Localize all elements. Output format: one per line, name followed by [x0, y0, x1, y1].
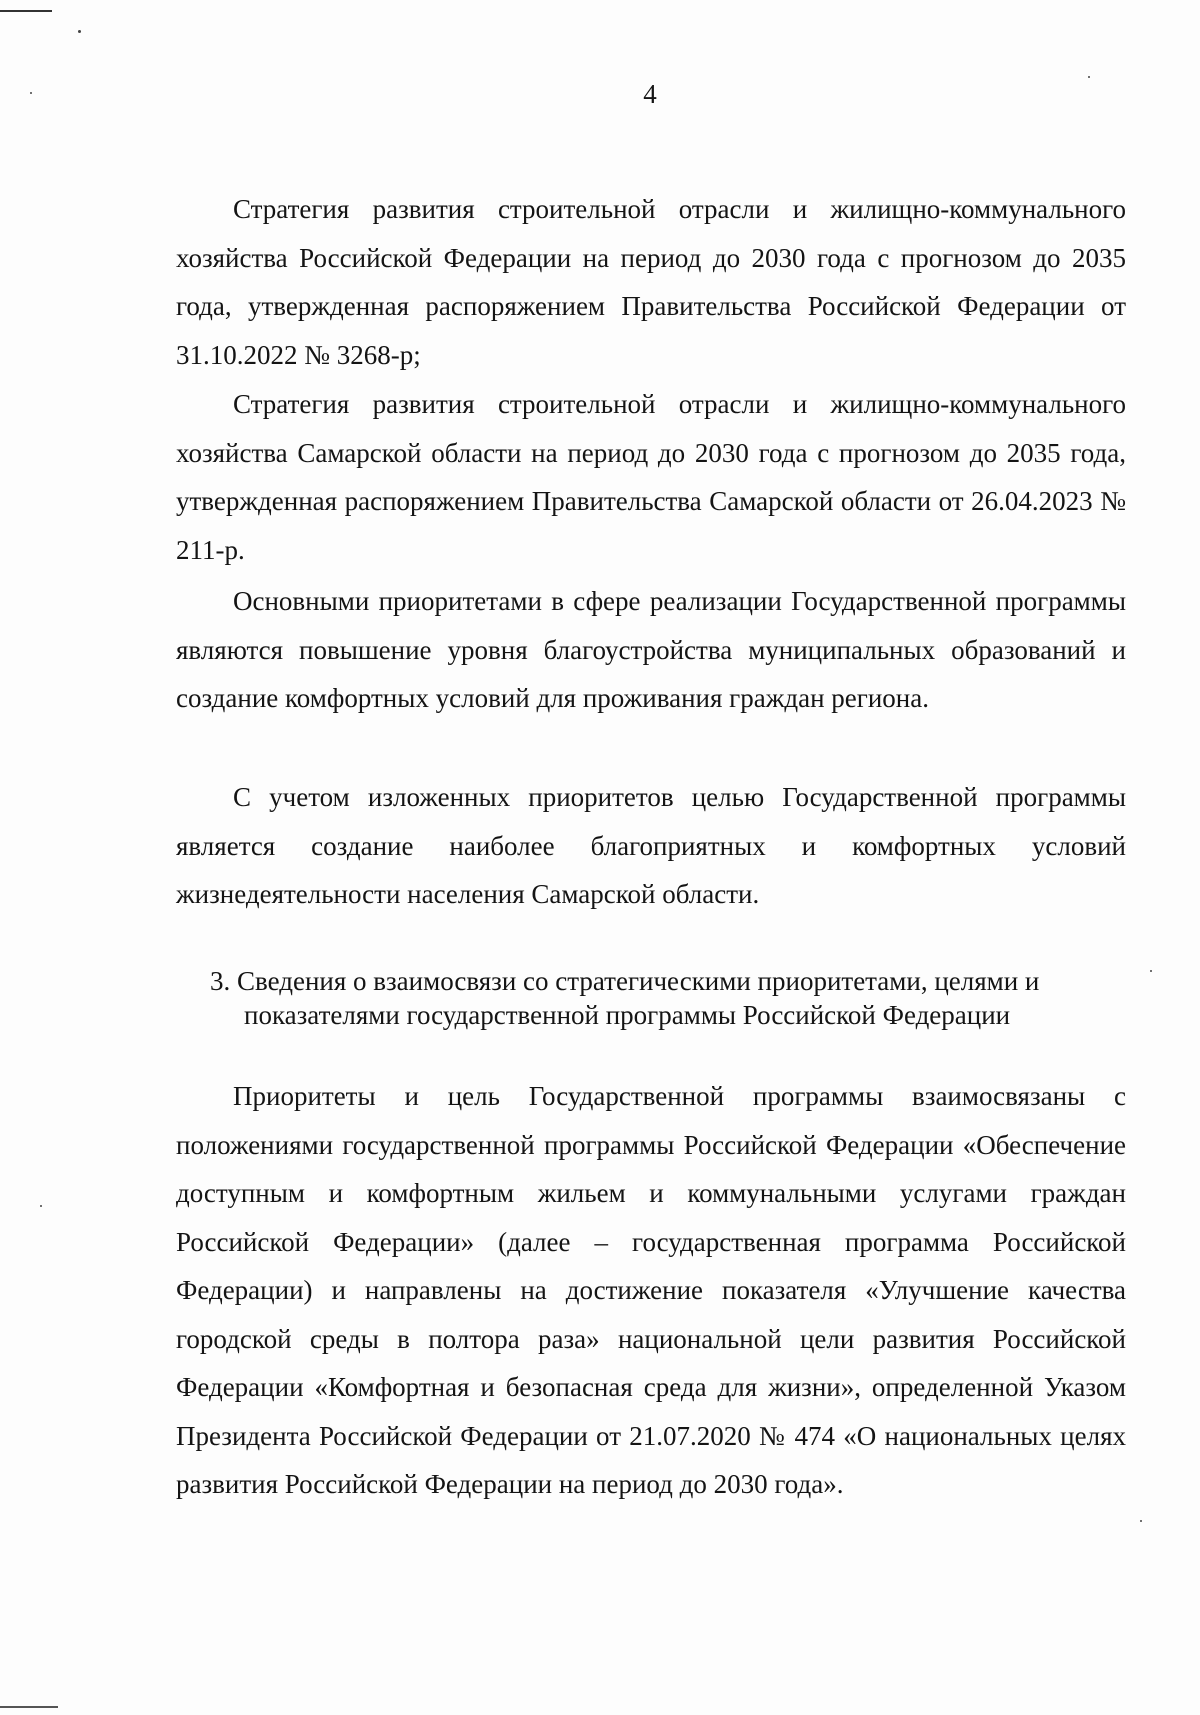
paragraph-text: С учетом изложенных приоритетов целью Государственной программы является создание наиболее благоприятных и комфортных условий жизнедеятельности населения Самарской области. — [176, 782, 1126, 909]
scan-speck — [78, 30, 81, 33]
paragraph-text: Приоритеты и цель Государственной программы взаимосвязаны с положениями государственной программы Российской Федерации «Обеспечение доступным и комфортным жильем и коммунальными услугами граждан Российской Федерации» (далее – государственная программа Российской Федерации) и направлены на достижение показателя «Улучшение качества городской среды в полтора раза» национальной цели развития Российской Федерации «Комфортная и безопасная среда для жизни», определенной Указом Президента Российской Федерации от 21.07.2020 № 474 «О национальных целях развития Российской Федерации на период до 2030 года». — [176, 1081, 1126, 1499]
paragraph-goal — [176, 773, 1126, 919]
scan-speck — [1150, 970, 1152, 972]
scan-edge-mark-bottom — [0, 1706, 58, 1708]
page-number: 4 — [643, 79, 657, 109]
paragraph-interrelation — [176, 1072, 1126, 1509]
section-heading-line2: показателями государственной программы Российской Федерации — [244, 1000, 1011, 1030]
scan-speck — [1140, 1520, 1142, 1522]
paragraph-text: Основными приоритетами в сфере реализации Государственной программы являются повышение уровня благоустройства муниципальных образований и создание комфортных условий для проживания граждан региона. — [176, 586, 1126, 713]
paragraph-text: Стратегия развития строительной отрасли и жилищно-коммунального хозяйства Российской Федерации на период до 2030 года с прогнозом до 2035 года, утвержденная распоряжением Правительства Российской Федерации от 31.10.2022 № 3268-р; — [176, 194, 1126, 370]
paragraph-text: Стратегия развития строительной отрасли и жилищно-коммунального хозяйства Самарской области на период до 2030 года с прогнозом до 2035 года, утвержденная распоряжением Правительства Самарской области от 26.04.2023 № 211-р. — [176, 389, 1126, 565]
section-heading-line1: 3. Сведения о взаимосвязи со стратегическими приоритетами, целями и — [210, 966, 1040, 996]
scan-speck — [40, 1205, 42, 1207]
scan-edge-mark-top — [0, 10, 52, 12]
paragraph-strategy-rf — [176, 185, 1126, 379]
paragraph-priorities — [176, 577, 1126, 723]
paragraph-strategy-samara — [176, 380, 1126, 574]
section-heading — [210, 964, 1130, 1032]
